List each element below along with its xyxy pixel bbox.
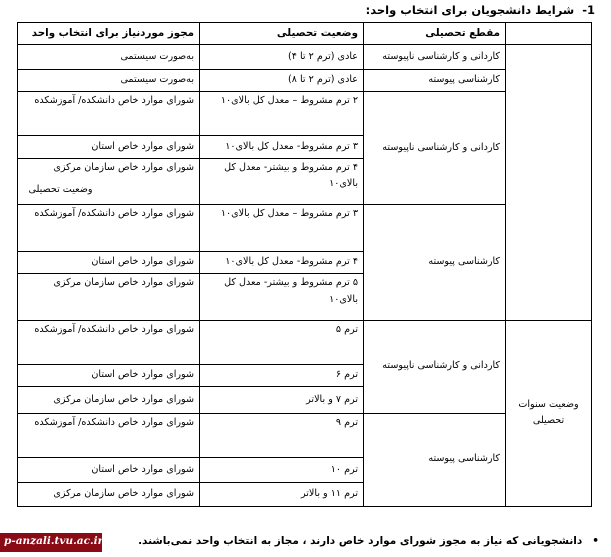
category-cell: وضعیت سنوات تحصیلی (506, 320, 592, 506)
level-cell: کاردانی و کارشناسی ناپیوسته (364, 91, 506, 204)
table-header-row (18, 23, 592, 45)
table-row (18, 205, 592, 252)
registration-conditions-table (17, 22, 592, 507)
level-cell: کاردانی و کارشناسی ناپیوسته (364, 45, 506, 69)
permit-cell: شورای موارد خاص استان (18, 251, 200, 273)
permit-cell: شورای موارد خاص استان (18, 365, 200, 387)
status-cell: عادی (ترم ۲ تا ۸) (200, 69, 364, 91)
header-category (506, 23, 592, 45)
footer-url[interactable]: p-anzali.tvu.ac.ir (4, 535, 104, 547)
section-title: شرایط دانشجویان برای انتخاب واحد: (365, 3, 575, 17)
permit-cell: به‌صورت سیستمی (18, 69, 200, 91)
permit-cell: به‌صورت سیستمی (18, 45, 200, 69)
level-cell: کارشناسی پیوسته (364, 413, 506, 506)
status-cell: ترم ۹ (200, 413, 364, 458)
permit-cell: شورای موارد خاص استان (18, 458, 200, 482)
header-status: وضعیت تحصیلی (200, 23, 364, 45)
permit-cell: شورای موارد خاص دانشکده/ آموزشکده (18, 413, 200, 458)
section-number: 1- (582, 3, 595, 17)
status-cell: ترم ۶ (200, 365, 364, 387)
header-permit: مجوز موردنیاز برای انتخاب واحد (18, 23, 200, 45)
status-cell: ترم ۱۰ (200, 458, 364, 482)
status-cell: ترم ۷ و بالاتر (200, 387, 364, 413)
status-cell: ۳ ترم مشروط – معدل کل بالای۱۰ (200, 205, 364, 252)
level-cell: کارشناسی پیوسته (364, 69, 506, 91)
permit-cell: شورای موارد خاص سازمان مرکزی (18, 482, 200, 506)
permit-cell: شورای موارد خاص استان (18, 136, 200, 158)
permit-cell: شورای موارد خاص دانشکده/ آموزشکده (18, 91, 200, 136)
table-row (18, 45, 592, 69)
header-level: مقطع تحصیلی (364, 23, 506, 45)
permit-cell: شورای موارد خاص سازمان مرکزی (18, 158, 200, 205)
status-cell: ۲ ترم مشروط – معدل کل بالای۱۰ (200, 91, 364, 136)
status-cell: عادی (ترم ۲ تا ۴) (200, 45, 364, 69)
table-row (18, 413, 592, 458)
footnote (138, 535, 599, 547)
status-cell: ۵ ترم مشروط و بیشتر- معدل کل بالای۱۰ (200, 274, 364, 321)
table-row (18, 91, 592, 136)
status-cell: ۴ ترم مشروط و بیشتر- معدل کل بالای۱۰ (200, 158, 364, 205)
footnote-text: دانشجویانی که نیاز به مجوز شورای موارد خاص دارند ، مجاز به انتخاب واحد نمی‌باشند. (138, 535, 583, 547)
status-cell: ۳ ترم مشروط- معدل کل بالای۱۰ (200, 136, 364, 158)
status-cell: ترم ۱۱ و بالاتر (200, 482, 364, 506)
permit-cell: شورای موارد خاص دانشکده/ آموزشکده (18, 320, 200, 365)
table-row (18, 69, 592, 91)
bullet-icon: • (592, 535, 599, 547)
level-cell: کاردانی و کارشناسی ناپیوسته (364, 320, 506, 413)
table-row (18, 320, 592, 365)
permit-cell: شورای موارد خاص سازمان مرکزی (18, 274, 200, 321)
status-cell: ترم ۵ (200, 320, 364, 365)
category-label-academic-status: وضعیت تحصیلی (28, 184, 93, 195)
section-heading (366, 3, 595, 17)
category-cell-empty (506, 45, 592, 320)
permit-cell: شورای موارد خاص دانشکده/ آموزشکده (18, 205, 200, 252)
status-cell: ۴ ترم مشروط- معدل کل بالای۱۰ (200, 251, 364, 273)
permit-cell: شورای موارد خاص سازمان مرکزی (18, 387, 200, 413)
level-cell: کارشناسی پیوسته (364, 205, 506, 320)
